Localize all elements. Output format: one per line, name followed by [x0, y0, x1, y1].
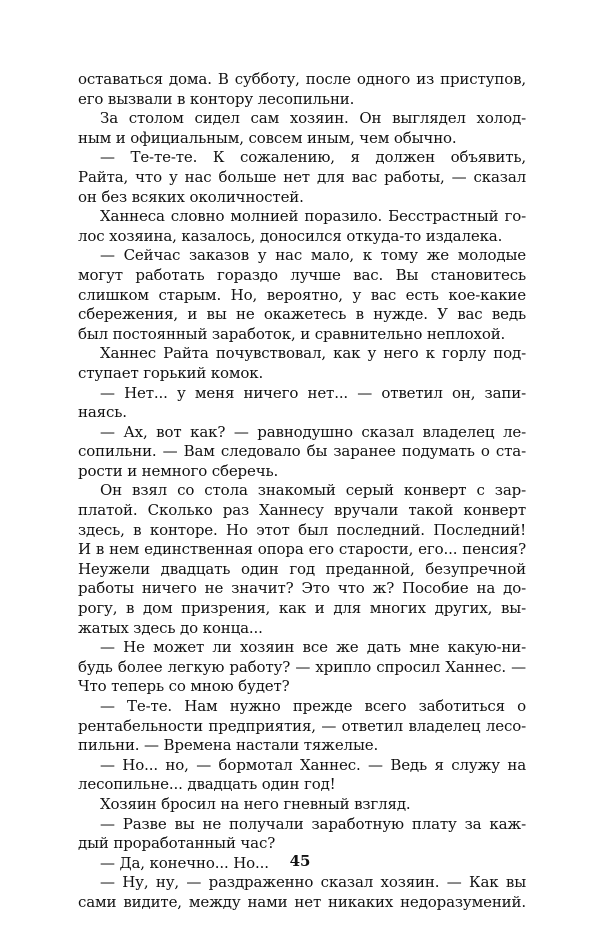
text-line: ступает горький комок. [78, 363, 264, 382]
text-line: — Ну, ну, — раздраженно сказал хозяин. — Как вы [100, 873, 526, 892]
text-line: дый проработанный час? [78, 834, 276, 853]
text-line: оставаться дома. В субботу, после одного из приступов, [78, 70, 526, 88]
text-line: пильни. — Времена настали тяжелые. [78, 736, 379, 755]
text-line: Он взял со стола знакомый серый конверт с зар- [100, 481, 526, 500]
text-line: рогу, в дом призрения, как и для многих других, вы- [78, 599, 526, 618]
text-line: — Но... но, — бормотал Ханнес. — Ведь я служу на [100, 755, 526, 774]
text-line: — Не может ли хозяин все же дать мне какую-ни- [100, 638, 526, 657]
text-line: — Сейчас заказов у нас мало, к тому же молодые [100, 246, 526, 265]
text-line: его вызвали в контору лесопильни. [78, 89, 355, 108]
text-line: рентабельности предприятия, — ответил владелец лесо- [78, 716, 526, 735]
text-line: Что теперь со мною будет? [78, 677, 290, 696]
text-line: рости и немного сберечь. [78, 461, 279, 480]
text-line: платой. Сколько раз Ханнесу вручали такой конверт [78, 501, 526, 520]
text-line: могут работать гораздо лучше вас. Вы становитесь [78, 265, 526, 284]
text-line: работы ничего не значит? Это что ж? Пособие на до- [78, 579, 526, 598]
text-line: сами видите, между нами нет никаких недоразумений. [78, 892, 526, 911]
text-line: сопильни. — Вам следовало бы заранее подумать о ста- [78, 442, 526, 461]
text-line: — Те-те. Нам нужно прежде всего заботиться о [100, 697, 526, 715]
text-line: наясь. [78, 403, 127, 422]
text-line: Неужели двадцать один год преданной, безупречной [78, 559, 526, 578]
text-line: — Те-те-те. К сожалению, я должен объявить, [100, 148, 526, 167]
text-line: Хозяин бросил на него гневный взгляд. [100, 794, 411, 813]
text-line: ным и официальным, совсем иным, чем обычно. [78, 128, 457, 147]
text-line: И в нем единственная опора его старости, его... пенсия? [78, 540, 526, 559]
book-page-text [78, 70, 526, 913]
text-line: лос хозяина, казалось, доносился откуда-то издалека. [78, 226, 503, 245]
text-line: был постоянный заработок, и сравнительно неплохой. [78, 324, 506, 343]
text-line: — Нет... у меня ничего нет... — ответил он, запи- [100, 383, 526, 402]
text-line: — Да, конечно... Но... [100, 853, 269, 872]
text-line: — Ах, вот как? — равнодушно сказал владелец ле- [100, 422, 526, 441]
text-line: будь более легкую работу? — хрипло спросил Ханнес. — [78, 657, 526, 676]
text-line: — Разве вы не получали заработную плату за каж- [100, 814, 526, 833]
text-line: лесопильне... двадцать один год! [78, 775, 336, 794]
page-number: 45 [289, 852, 311, 870]
text-line: жатых здесь до конца... [78, 618, 263, 637]
text-line: Ханнеса словно молнией поразило. Бесстрастный го- [100, 207, 526, 226]
text-line: сбережения, и вы не окажетесь в нужде. У вас ведь [78, 305, 526, 324]
text-line: Райта, что у нас больше нет для вас работы, — сказал [78, 167, 526, 186]
text-line: он без всяких околичностей. [78, 187, 304, 206]
text-line: Ханнес Райта почувствовал, как у него к горлу под- [100, 344, 526, 363]
text-line: За столом сидел сам хозяин. Он выглядел холод- [100, 109, 526, 128]
text-line: здесь, в конторе. Но этот был последний. Последний! [78, 520, 526, 539]
text-line: слишком старым. Но, вероятно, у вас есть кое-какие [78, 285, 526, 304]
